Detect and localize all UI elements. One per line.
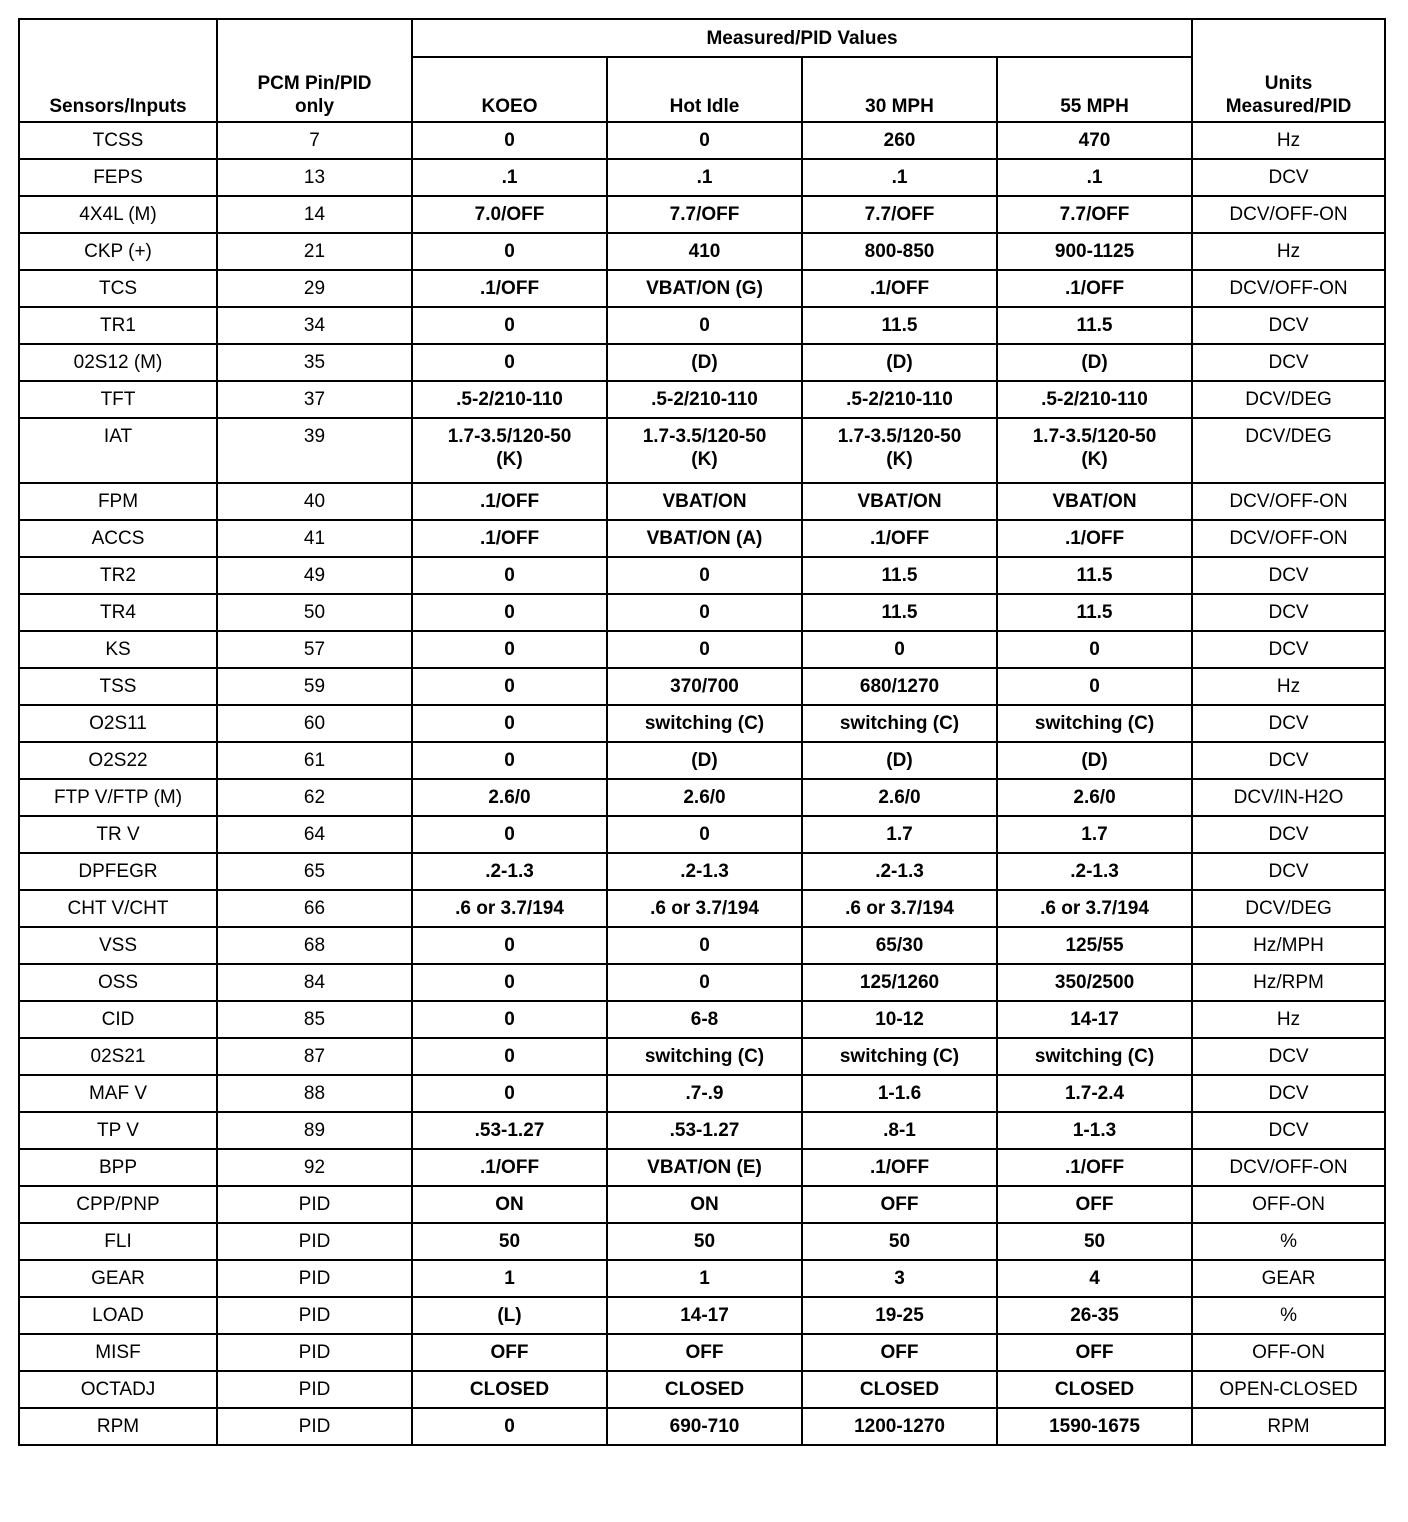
30-mph-value-cell: 11.5 (802, 307, 997, 344)
30-mph-header: 30 MPH (802, 57, 997, 122)
30-mph-value-cell: 7.7/OFF (802, 196, 997, 233)
units-cell: Hz (1192, 668, 1385, 705)
hot-idle-value-cell: .6 or 3.7/194 (607, 890, 802, 927)
units-cell: OFF-ON (1192, 1186, 1385, 1223)
sensor-cell: 02S21 (19, 1038, 217, 1075)
koeo-value-cell: (L) (412, 1297, 607, 1334)
hot-idle-value-cell: switching (C) (607, 1038, 802, 1075)
55-mph-value-cell: 2.6/0 (997, 779, 1192, 816)
30-mph-value-cell: 800-850 (802, 233, 997, 270)
pcm-pin-cell: 64 (217, 816, 412, 853)
table-header (19, 19, 1385, 122)
units-cell: % (1192, 1297, 1385, 1334)
table-row (19, 1149, 1385, 1186)
sensor-cell: TR1 (19, 307, 217, 344)
koeo-value-cell: 0 (412, 631, 607, 668)
sensor-cell: FPM (19, 483, 217, 520)
30-mph-value-cell: 3 (802, 1260, 997, 1297)
sensor-cell: O2S22 (19, 742, 217, 779)
koeo-value-cell: 0 (412, 557, 607, 594)
sensor-cell: TP V (19, 1112, 217, 1149)
55-mph-value-cell: 1590-1675 (997, 1408, 1192, 1445)
pcm-pin-cell: 37 (217, 381, 412, 418)
units-cell: Hz/RPM (1192, 964, 1385, 1001)
55-mph-value-cell: .6 or 3.7/194 (997, 890, 1192, 927)
table-row (19, 705, 1385, 742)
sensor-values-table (18, 18, 1386, 1446)
units-cell: DCV/OFF-ON (1192, 1149, 1385, 1186)
koeo-value-cell: 0 (412, 1408, 607, 1445)
table-row (19, 520, 1385, 557)
pcm-pin-cell: 13 (217, 159, 412, 196)
30-mph-value-cell: (D) (802, 742, 997, 779)
table-row (19, 890, 1385, 927)
koeo-value-cell: 0 (412, 594, 607, 631)
30-mph-value-cell: 10-12 (802, 1001, 997, 1038)
55-mph-value-cell: .1 (997, 159, 1192, 196)
koeo-value-cell: .1 (412, 159, 607, 196)
55-mph-value-cell: (D) (997, 742, 1192, 779)
pcm-pin-cell: PID (217, 1371, 412, 1408)
pcm-pin-cell: 87 (217, 1038, 412, 1075)
units-cell: DCV/DEG (1192, 418, 1385, 483)
hot-idle-value-cell: 0 (607, 307, 802, 344)
30-mph-value-cell: 680/1270 (802, 668, 997, 705)
koeo-value-cell: 0 (412, 1075, 607, 1112)
pcm-pin-cell: 57 (217, 631, 412, 668)
pcm-pin-cell: 92 (217, 1149, 412, 1186)
sensor-cell: LOAD (19, 1297, 217, 1334)
pcm-pin-cell: 7 (217, 122, 412, 159)
table-row (19, 779, 1385, 816)
table-row (19, 964, 1385, 1001)
30-mph-value-cell: .8-1 (802, 1112, 997, 1149)
pcm-pin-cell: 62 (217, 779, 412, 816)
55-mph-value-cell: .1/OFF (997, 270, 1192, 307)
sensor-cell: TFT (19, 381, 217, 418)
55-mph-value-cell: switching (C) (997, 1038, 1192, 1075)
30-mph-value-cell: switching (C) (802, 1038, 997, 1075)
55-mph-value-cell: .5-2/210-110 (997, 381, 1192, 418)
pcm-pin-cell: 60 (217, 705, 412, 742)
30-mph-value-cell: 19-25 (802, 1297, 997, 1334)
hot-idle-value-cell: 0 (607, 557, 802, 594)
units-cell: DCV (1192, 344, 1385, 381)
hot-idle-value-cell: .1 (607, 159, 802, 196)
koeo-value-cell: 0 (412, 964, 607, 1001)
units-header: Units Measured/PID (1192, 19, 1385, 122)
units-cell: OFF-ON (1192, 1334, 1385, 1371)
30-mph-value-cell: 50 (802, 1223, 997, 1260)
units-cell: Hz (1192, 122, 1385, 159)
koeo-value-cell: 0 (412, 705, 607, 742)
units-cell: DCV/IN-H2O (1192, 779, 1385, 816)
pcm-pin-cell: PID (217, 1297, 412, 1334)
sensor-cell: FEPS (19, 159, 217, 196)
30-mph-value-cell: .6 or 3.7/194 (802, 890, 997, 927)
pcm-pin-cell: PID (217, 1223, 412, 1260)
pcm-pin-cell: 50 (217, 594, 412, 631)
sensor-cell: OCTADJ (19, 1371, 217, 1408)
table-row (19, 1223, 1385, 1260)
koeo-value-cell: .1/OFF (412, 1149, 607, 1186)
pcm-pin-cell: 49 (217, 557, 412, 594)
units-cell: DCV (1192, 1038, 1385, 1075)
hot-idle-value-cell: VBAT/ON (607, 483, 802, 520)
units-cell: DCV (1192, 631, 1385, 668)
55-mph-value-cell: 0 (997, 668, 1192, 705)
55-mph-value-cell: (D) (997, 344, 1192, 381)
units-cell: Hz (1192, 1001, 1385, 1038)
sensor-cell: FTP V/FTP (M) (19, 779, 217, 816)
koeo-value-cell: 0 (412, 1001, 607, 1038)
pcm-pin-cell: 66 (217, 890, 412, 927)
55-mph-value-cell: 11.5 (997, 307, 1192, 344)
55-mph-value-cell: 1.7 (997, 816, 1192, 853)
sensors-inputs-header: Sensors/Inputs (19, 19, 217, 122)
table-row (19, 1408, 1385, 1445)
hot-idle-value-cell: .2-1.3 (607, 853, 802, 890)
units-cell: DCV (1192, 1112, 1385, 1149)
sensor-cell: OSS (19, 964, 217, 1001)
pcm-pin-cell: PID (217, 1408, 412, 1445)
pcm-pin-cell: 14 (217, 196, 412, 233)
hot-idle-value-cell: 0 (607, 927, 802, 964)
hot-idle-value-cell: 14-17 (607, 1297, 802, 1334)
koeo-value-cell: 0 (412, 122, 607, 159)
hot-idle-value-cell: VBAT/ON (E) (607, 1149, 802, 1186)
hot-idle-value-cell: .53-1.27 (607, 1112, 802, 1149)
55-mph-value-cell: VBAT/ON (997, 483, 1192, 520)
30-mph-value-cell: CLOSED (802, 1371, 997, 1408)
koeo-value-cell: .5-2/210-110 (412, 381, 607, 418)
sensor-cell: KS (19, 631, 217, 668)
55-mph-value-cell: OFF (997, 1186, 1192, 1223)
hot-idle-value-cell: 7.7/OFF (607, 196, 802, 233)
hot-idle-value-cell: 0 (607, 816, 802, 853)
koeo-value-cell: .1/OFF (412, 483, 607, 520)
units-cell: RPM (1192, 1408, 1385, 1445)
koeo-value-cell: 7.0/OFF (412, 196, 607, 233)
units-cell: DCV (1192, 594, 1385, 631)
pcm-pin-cell: PID (217, 1260, 412, 1297)
sensor-cell: TR4 (19, 594, 217, 631)
sensor-cell: VSS (19, 927, 217, 964)
units-cell: DCV/DEG (1192, 381, 1385, 418)
hot-idle-value-cell: .5-2/210-110 (607, 381, 802, 418)
hot-idle-header: Hot Idle (607, 57, 802, 122)
table-row (19, 1112, 1385, 1149)
55-mph-value-cell: .2-1.3 (997, 853, 1192, 890)
sensor-cell: TCS (19, 270, 217, 307)
table-row (19, 418, 1385, 483)
30-mph-value-cell: 0 (802, 631, 997, 668)
55-mph-value-cell: 470 (997, 122, 1192, 159)
units-cell: DCV/OFF-ON (1192, 483, 1385, 520)
hot-idle-value-cell: (D) (607, 742, 802, 779)
pcm-pin-cell: 21 (217, 233, 412, 270)
units-cell: DCV (1192, 705, 1385, 742)
units-cell: Hz/MPH (1192, 927, 1385, 964)
sensor-cell: FLI (19, 1223, 217, 1260)
sensor-cell: 4X4L (M) (19, 196, 217, 233)
pcm-pin-cell: PID (217, 1334, 412, 1371)
table-row (19, 270, 1385, 307)
hot-idle-value-cell: OFF (607, 1334, 802, 1371)
table-row (19, 196, 1385, 233)
table-row (19, 233, 1385, 270)
55-mph-value-cell: 4 (997, 1260, 1192, 1297)
hot-idle-value-cell: 690-710 (607, 1408, 802, 1445)
30-mph-value-cell: OFF (802, 1334, 997, 1371)
55-mph-value-cell: .1/OFF (997, 520, 1192, 557)
55-mph-value-cell: 50 (997, 1223, 1192, 1260)
pcm-pin-cell: 41 (217, 520, 412, 557)
sensor-cell: GEAR (19, 1260, 217, 1297)
30-mph-value-cell: 11.5 (802, 557, 997, 594)
sensor-cell: TCSS (19, 122, 217, 159)
table-row (19, 1260, 1385, 1297)
koeo-value-cell: CLOSED (412, 1371, 607, 1408)
koeo-header: KOEO (412, 57, 607, 122)
sensor-cell: MISF (19, 1334, 217, 1371)
55-mph-value-cell: switching (C) (997, 705, 1192, 742)
table-row (19, 853, 1385, 890)
pcm-pin-header: PCM Pin/PID only (217, 19, 412, 122)
30-mph-value-cell: .2-1.3 (802, 853, 997, 890)
koeo-value-cell: 0 (412, 307, 607, 344)
55-mph-value-cell: 14-17 (997, 1001, 1192, 1038)
koeo-value-cell: 0 (412, 1038, 607, 1075)
table-row (19, 1038, 1385, 1075)
table-row (19, 159, 1385, 196)
55-mph-value-cell: CLOSED (997, 1371, 1192, 1408)
55-mph-value-cell: .1/OFF (997, 1149, 1192, 1186)
sensor-cell: MAF V (19, 1075, 217, 1112)
55-mph-value-cell: 1.7-2.4 (997, 1075, 1192, 1112)
koeo-value-cell: .1/OFF (412, 520, 607, 557)
table-row (19, 307, 1385, 344)
30-mph-value-cell: 65/30 (802, 927, 997, 964)
30-mph-value-cell: 11.5 (802, 594, 997, 631)
pcm-pin-cell: 61 (217, 742, 412, 779)
30-mph-value-cell: .1/OFF (802, 520, 997, 557)
hot-idle-value-cell: 1.7-3.5/120-50 (K) (607, 418, 802, 483)
30-mph-value-cell: 125/1260 (802, 964, 997, 1001)
units-cell: OPEN-CLOSED (1192, 1371, 1385, 1408)
table-row (19, 594, 1385, 631)
pcm-pin-cell: 29 (217, 270, 412, 307)
pcm-pin-cell: 39 (217, 418, 412, 483)
hot-idle-value-cell: .7-.9 (607, 1075, 802, 1112)
koeo-value-cell: 0 (412, 742, 607, 779)
30-mph-value-cell: 1.7-3.5/120-50 (K) (802, 418, 997, 483)
sensor-cell: CKP (+) (19, 233, 217, 270)
units-cell: GEAR (1192, 1260, 1385, 1297)
hot-idle-value-cell: CLOSED (607, 1371, 802, 1408)
hot-idle-value-cell: 370/700 (607, 668, 802, 705)
hot-idle-value-cell: 0 (607, 631, 802, 668)
table-row (19, 631, 1385, 668)
units-cell: Hz (1192, 233, 1385, 270)
table-row (19, 122, 1385, 159)
table-row (19, 1186, 1385, 1223)
pcm-pin-cell: 88 (217, 1075, 412, 1112)
sensor-cell: TSS (19, 668, 217, 705)
table-row (19, 344, 1385, 381)
pcm-pin-cell: 65 (217, 853, 412, 890)
30-mph-value-cell: 1.7 (802, 816, 997, 853)
units-cell: DCV/OFF-ON (1192, 520, 1385, 557)
30-mph-value-cell: .1 (802, 159, 997, 196)
sensor-cell: CPP/PNP (19, 1186, 217, 1223)
55-mph-value-cell: 125/55 (997, 927, 1192, 964)
30-mph-value-cell: switching (C) (802, 705, 997, 742)
30-mph-value-cell: 260 (802, 122, 997, 159)
koeo-value-cell: 0 (412, 344, 607, 381)
measured-values-header: Measured/PID Values (412, 19, 1192, 57)
koeo-value-cell: 50 (412, 1223, 607, 1260)
koeo-value-cell: 1 (412, 1260, 607, 1297)
koeo-value-cell: .2-1.3 (412, 853, 607, 890)
pcm-pin-cell: PID (217, 1186, 412, 1223)
table-row (19, 742, 1385, 779)
koeo-value-cell: 0 (412, 233, 607, 270)
table-row (19, 1297, 1385, 1334)
table-row (19, 381, 1385, 418)
units-cell: DCV/OFF-ON (1192, 270, 1385, 307)
sensor-cell: TR2 (19, 557, 217, 594)
sensor-cell: DPFEGR (19, 853, 217, 890)
hot-idle-value-cell: (D) (607, 344, 802, 381)
hot-idle-value-cell: 2.6/0 (607, 779, 802, 816)
table-row (19, 483, 1385, 520)
units-cell: DCV (1192, 307, 1385, 344)
units-cell: DCV (1192, 816, 1385, 853)
koeo-value-cell: .6 or 3.7/194 (412, 890, 607, 927)
55-mph-value-cell: 1.7-3.5/120-50 (K) (997, 418, 1192, 483)
table-row (19, 1075, 1385, 1112)
pcm-pin-cell: 34 (217, 307, 412, 344)
pcm-pin-cell: 89 (217, 1112, 412, 1149)
table-row (19, 668, 1385, 705)
sensor-cell: TR V (19, 816, 217, 853)
koeo-value-cell: 0 (412, 927, 607, 964)
table-row (19, 927, 1385, 964)
table-row (19, 1001, 1385, 1038)
30-mph-value-cell: 2.6/0 (802, 779, 997, 816)
hot-idle-value-cell: ON (607, 1186, 802, 1223)
55-mph-value-cell: 1-1.3 (997, 1112, 1192, 1149)
units-cell: DCV (1192, 557, 1385, 594)
sensor-cell: CID (19, 1001, 217, 1038)
55-mph-value-cell: 900-1125 (997, 233, 1192, 270)
hot-idle-value-cell: switching (C) (607, 705, 802, 742)
sensor-cell: O2S11 (19, 705, 217, 742)
koeo-value-cell: 0 (412, 668, 607, 705)
hot-idle-value-cell: VBAT/ON (G) (607, 270, 802, 307)
30-mph-value-cell: .1/OFF (802, 270, 997, 307)
sensor-cell: 02S12 (M) (19, 344, 217, 381)
55-mph-value-cell: 350/2500 (997, 964, 1192, 1001)
sensor-cell: ACCS (19, 520, 217, 557)
hot-idle-value-cell: VBAT/ON (A) (607, 520, 802, 557)
hot-idle-value-cell: 6-8 (607, 1001, 802, 1038)
koeo-value-cell: ON (412, 1186, 607, 1223)
table-row (19, 1334, 1385, 1371)
30-mph-value-cell: (D) (802, 344, 997, 381)
hot-idle-value-cell: 410 (607, 233, 802, 270)
30-mph-value-cell: VBAT/ON (802, 483, 997, 520)
sensor-cell: RPM (19, 1408, 217, 1445)
hot-idle-value-cell: 0 (607, 122, 802, 159)
sensor-cell: BPP (19, 1149, 217, 1186)
pcm-pin-cell: 59 (217, 668, 412, 705)
koeo-value-cell: 0 (412, 816, 607, 853)
pcm-pin-cell: 85 (217, 1001, 412, 1038)
sensor-cell: CHT V/CHT (19, 890, 217, 927)
pcm-pin-cell: 35 (217, 344, 412, 381)
koeo-value-cell: OFF (412, 1334, 607, 1371)
units-cell: DCV/OFF-ON (1192, 196, 1385, 233)
units-cell: DCV (1192, 1075, 1385, 1112)
units-cell: % (1192, 1223, 1385, 1260)
table-row (19, 1371, 1385, 1408)
koeo-value-cell: .53-1.27 (412, 1112, 607, 1149)
55-mph-header: 55 MPH (997, 57, 1192, 122)
55-mph-value-cell: OFF (997, 1334, 1192, 1371)
30-mph-value-cell: 1200-1270 (802, 1408, 997, 1445)
units-cell: DCV (1192, 742, 1385, 779)
units-cell: DCV (1192, 853, 1385, 890)
30-mph-value-cell: .5-2/210-110 (802, 381, 997, 418)
hot-idle-value-cell: 0 (607, 964, 802, 1001)
hot-idle-value-cell: 0 (607, 594, 802, 631)
units-cell: DCV/DEG (1192, 890, 1385, 927)
55-mph-value-cell: 7.7/OFF (997, 196, 1192, 233)
units-cell: DCV (1192, 159, 1385, 196)
pcm-pin-cell: 68 (217, 927, 412, 964)
pcm-pin-cell: 40 (217, 483, 412, 520)
koeo-value-cell: 1.7-3.5/120-50 (K) (412, 418, 607, 483)
55-mph-value-cell: 11.5 (997, 557, 1192, 594)
pcm-pin-cell: 84 (217, 964, 412, 1001)
30-mph-value-cell: OFF (802, 1186, 997, 1223)
koeo-value-cell: .1/OFF (412, 270, 607, 307)
55-mph-value-cell: 26-35 (997, 1297, 1192, 1334)
table-row (19, 557, 1385, 594)
30-mph-value-cell: 1-1.6 (802, 1075, 997, 1112)
sensor-cell: IAT (19, 418, 217, 483)
55-mph-value-cell: 11.5 (997, 594, 1192, 631)
hot-idle-value-cell: 50 (607, 1223, 802, 1260)
55-mph-value-cell: 0 (997, 631, 1192, 668)
table-row (19, 816, 1385, 853)
koeo-value-cell: 2.6/0 (412, 779, 607, 816)
table-body (19, 122, 1385, 1445)
hot-idle-value-cell: 1 (607, 1260, 802, 1297)
30-mph-value-cell: .1/OFF (802, 1149, 997, 1186)
